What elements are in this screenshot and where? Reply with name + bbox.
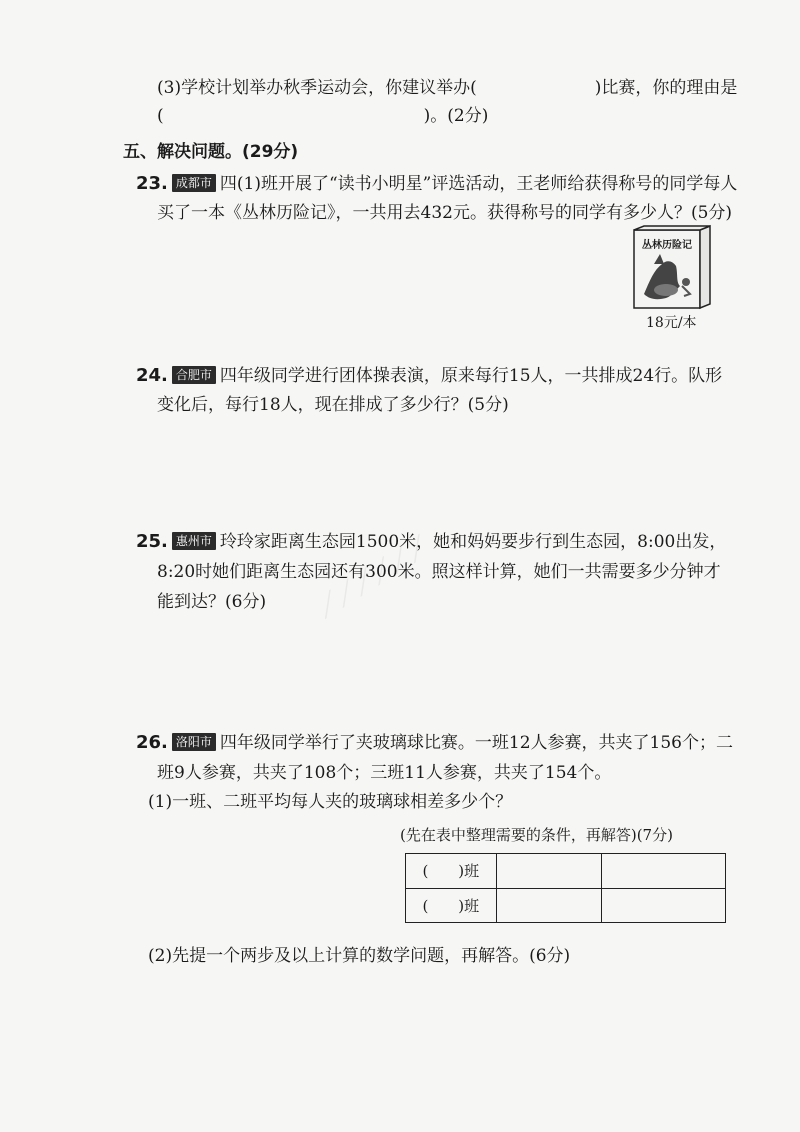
q26-hint: (先在表中整理需要的条件，再解答)(7分) (400, 826, 673, 844)
class-label-cell[interactable]: ( )班 (406, 854, 497, 889)
question-number: 26. (136, 732, 168, 753)
table-cell[interactable] (496, 854, 601, 889)
table-row (406, 854, 726, 889)
book-top (634, 226, 710, 230)
q22-paren-close: )。(2分) (423, 106, 489, 126)
q25-line3: 能到达？(6分) (157, 592, 267, 612)
q26-part2: (2)先提一个两步及以上计算的数学问题，再解答。(6分) (148, 946, 571, 966)
q26-line1 (136, 731, 733, 755)
q24-text: 四年级同学进行团体操表演，原来每行15人，一共排成24行。队形 (219, 366, 723, 386)
watermark: ⟋⟋⟋⟋⟋⟋ (310, 529, 436, 626)
q24-line2: 变化后，每行18人，现在排成了多少行？(5分) (157, 395, 509, 415)
book-title: 丛林历险记 (642, 240, 692, 251)
city-tag: 洛阳市 (172, 733, 216, 751)
city-tag: 惠州市 (172, 532, 216, 550)
q23-line2: 买了一本《丛林历险记》，一共用去432元。获得称号的同学有多少人？(5分) (157, 203, 733, 223)
q25-line2: 8:20时她们距离生态园还有300米。照这样计算，她们一共需要多少分钟才 (157, 562, 721, 582)
question-number: 25. (136, 531, 168, 552)
q22-part3-text: (3)学校计划举办秋季运动会，你建议举办( (157, 78, 477, 98)
q23-line1 (136, 172, 737, 196)
answer-table (405, 853, 726, 923)
q23-text: 四(1)班开展了“读书小明星”评选活动，王老师给获得称号的同学每人 (219, 174, 738, 194)
q22-paren-open: ( (157, 106, 164, 126)
table-row (406, 888, 726, 923)
class-label-cell[interactable]: ( )班 (406, 888, 497, 923)
city-tag: 合肥市 (172, 366, 216, 384)
q25-text: 玲玲家距离生态园1500米，她和妈妈要步行到生态园，8:00出发， (219, 532, 727, 552)
rock-icon (654, 284, 678, 296)
city-tag: 成都市 (172, 174, 216, 192)
q26-text: 四年级同学举行了夹玻璃球比赛。一班12人参赛，共夹了156个；二 (219, 733, 733, 753)
book-price: 18元/本 (646, 315, 697, 331)
q24-line1 (136, 364, 722, 388)
q22-part3-line2 (157, 104, 488, 128)
table-cell[interactable] (601, 854, 725, 889)
q22-part3-line1 (157, 76, 737, 100)
q22-part3-text-end: )比赛，你的理由是 (594, 78, 738, 98)
table-cell[interactable] (496, 888, 601, 923)
question-number: 23. (136, 173, 168, 194)
book-spine (700, 226, 710, 308)
person-icon (682, 278, 690, 286)
q26-line2: 班9人参赛，共夹了108个；三班11人参赛，共夹了154个。 (157, 763, 612, 783)
section-title: 五、解决问题。(29分) (123, 142, 299, 162)
q26-part1: (1)一班、二班平均每人夹的玻璃球相差多少个？ (148, 792, 513, 812)
q25-line1 (136, 530, 726, 554)
question-number: 24. (136, 365, 168, 386)
table-cell[interactable] (601, 888, 725, 923)
